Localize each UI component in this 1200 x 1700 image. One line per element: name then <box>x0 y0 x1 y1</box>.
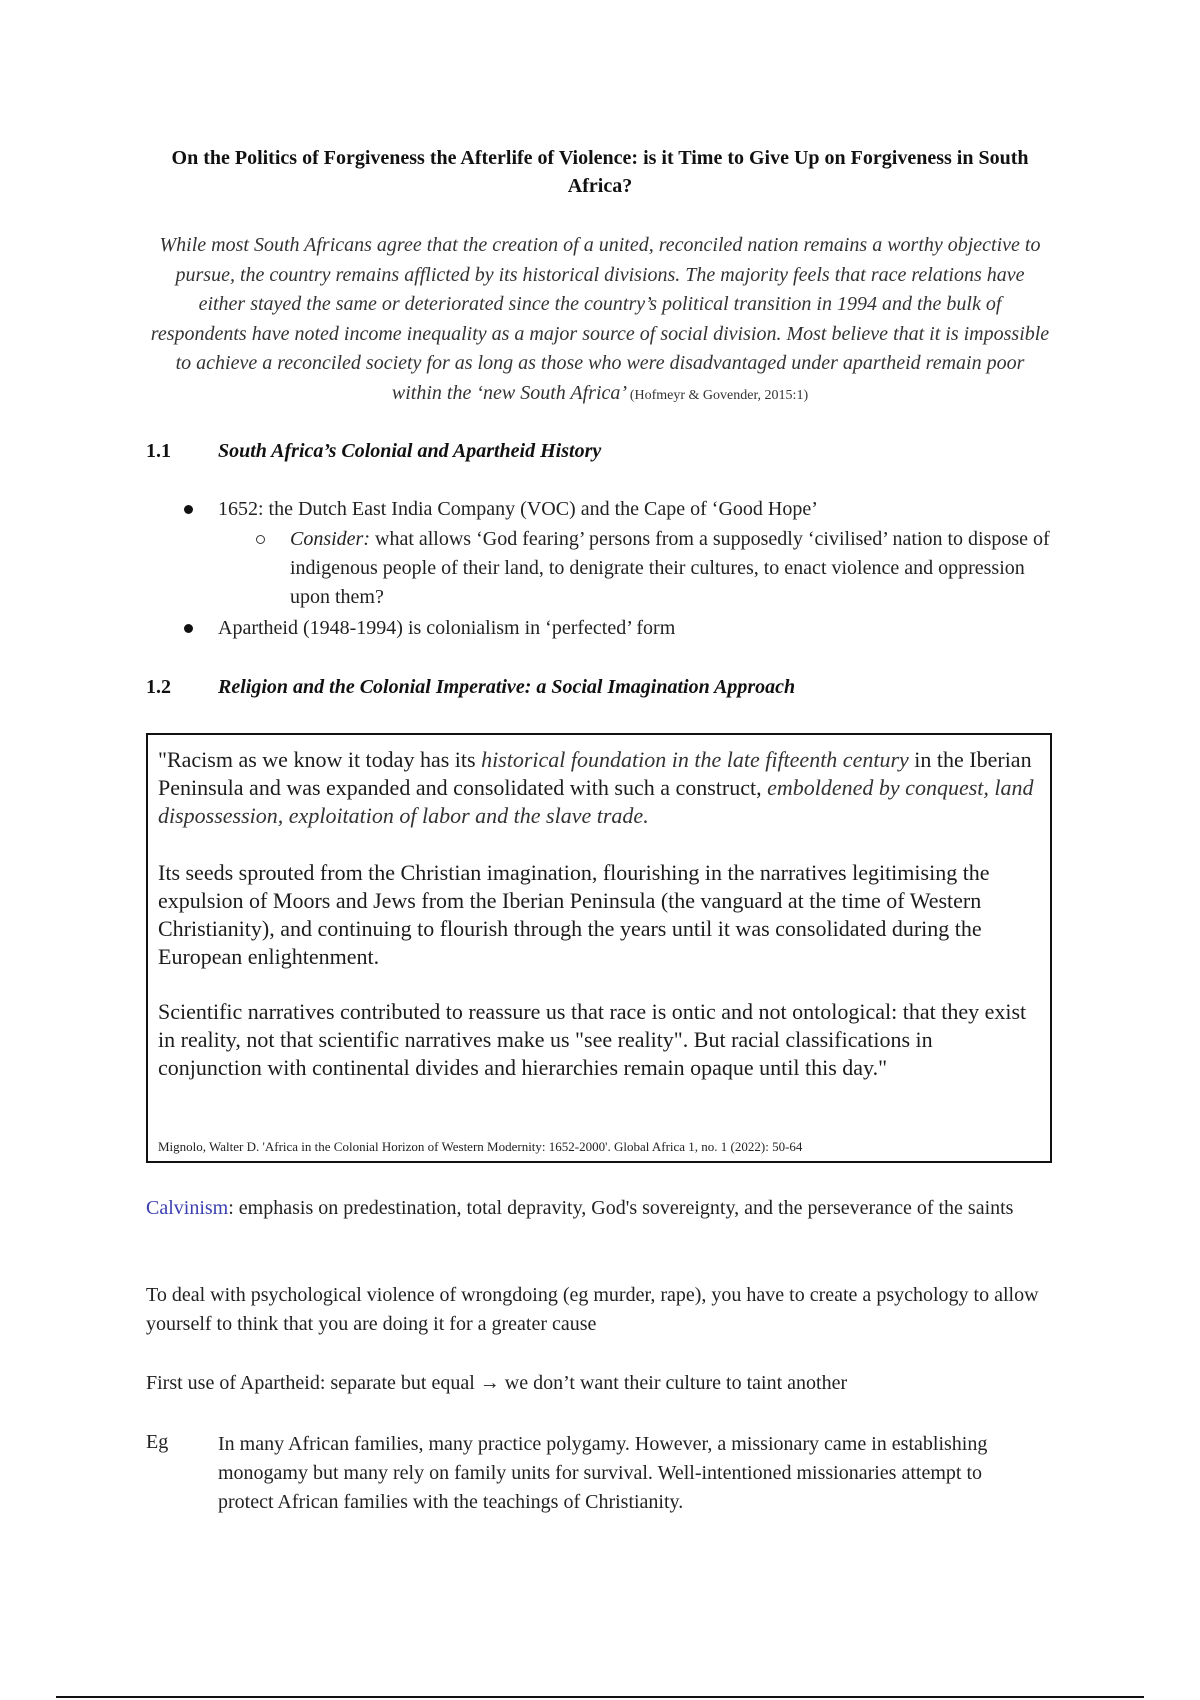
first-use-paragraph: First use of Apartheid: separate but equal → we don’t want their culture to taint another <box>146 1372 848 1394</box>
psychology-paragraph: To deal with psychological violence of wrongdoing (eg murder, rape), you have to create a psychology to allow yourself to think that you are doing it for a greater cause <box>146 1284 1039 1335</box>
quote-paragraph-1 <box>158 746 1042 830</box>
example-label: Eg <box>146 1431 169 1453</box>
calvinism-text: : emphasis on predestination, total depravity, God's sovereignty, and the perseverance of the saints <box>228 1197 1014 1219</box>
section-title: Religion and the Colonial Imperative: a Social Imagination Approach <box>218 676 796 698</box>
consider-text: what allows ‘God fearing’ persons from a supposedly ‘civilised’ nation to dispose of indigenous people of their land, to denigrate their cultures, to enact violence and oppression upon them? <box>290 528 1050 608</box>
quote-emphasis: historical foundation in the late fifteenth century <box>481 747 909 772</box>
bullet-icon <box>184 624 193 633</box>
quote-reference: Mignolo, Walter D. 'Africa in the Colonial Horizon of Western Modernity: 1652-2000'. Global Africa 1, no. 1 (2022): 50-64 <box>158 1139 803 1154</box>
bullet-icon <box>184 505 193 514</box>
quote-paragraph-3: Scientific narratives contributed to reassure us that race is ontic and not ontological: that they exist in reality, not that scientific narratives make us "see reality". But racial classifications in conjunction with continental divides and hierarchies remain opaque until this day." <box>158 999 1027 1080</box>
quote-paragraph-2: Its seeds sprouted from the Christian imagination, flourishing in the narratives legitimising the expulsion of Moors and Jews from the Iberian Peninsula (the vanguard at the time of Western Christianity), and continuing to flourish through the years until it was consolidated during the European enlightenment. <box>158 860 990 969</box>
calvinism-link[interactable]: Calvinism <box>146 1197 229 1219</box>
epigraph-citation: (Hofmeyr & Govender, 2015:1) <box>629 387 809 403</box>
example-text: In many African families, many practice polygamy. However, a missionary came in establishing monogamy but many rely on family units for survival. Well-intentioned missionaries attempt to protect African families with the teachings of Christianity. <box>218 1433 988 1513</box>
consider-label: Consider: <box>290 528 370 550</box>
page-title: On the Politics of Forgiveness the Afterlife of Violence: is it Time to Give Up on Forgiveness in South Africa? <box>171 147 1029 197</box>
section-title: South Africa’s Colonial and Apartheid History <box>218 440 602 462</box>
epigraph-text: While most South Africans agree that the creation of a united, reconciled nation remains a worthy objective to pursue, the country remains afflicted by its historical divisions. The majority feels that race relations have either stayed the same or deteriorated since the country’s political transition in 1994 and the bulk of respondents have noted income inequality as a major source of social division. Most believe that it is impossible to achieve a reconciled society for as long as those who were disadvantaged under apartheid remain poor within the ‘new South Africa’ <box>150 234 1050 404</box>
quote-text: "Racism as we know it today has its <box>158 747 482 772</box>
section-number: 1.2 <box>146 676 171 698</box>
section-number: 1.1 <box>146 440 171 462</box>
sub-list-item <box>290 525 1060 612</box>
list-item: Apartheid (1948-1994) is colonialism in ‘perfected’ form <box>218 617 676 639</box>
sub-bullet-icon <box>256 535 265 544</box>
calvinism-paragraph <box>146 1194 1056 1223</box>
quote-text: in the Iberian Peninsula and was expanded and consolidated with such a construct, <box>158 747 1032 800</box>
list-item: 1652: the Dutch East India Company (VOC) and the Cape of ‘Good Hope’ <box>218 498 818 520</box>
footer-divider <box>56 1696 1144 1698</box>
quote-emphasis: emboldened by conquest, land dispossession, exploitation of labor and the slave trade. <box>158 775 1034 828</box>
quote-box <box>146 733 1052 1163</box>
epigraph-quote <box>150 231 1050 410</box>
